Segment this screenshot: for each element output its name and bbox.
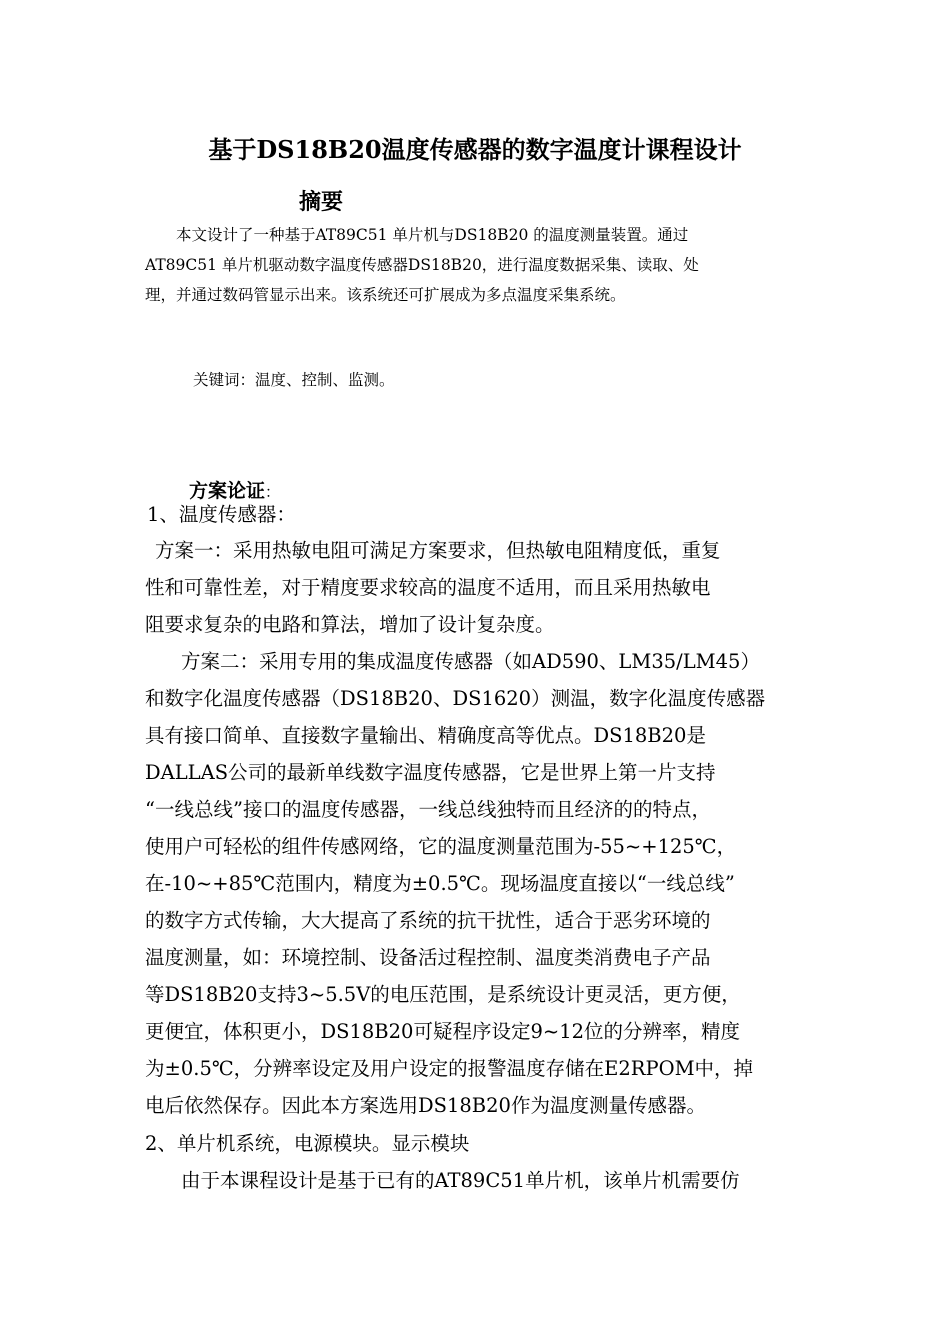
plan2-line: 更便宜，体积更小，DS18B20可疑程序设定9~12位的分辨率，精度 [145, 1020, 741, 1043]
plan2-line: 在-10~+85℃范围内，精度为±0.5℃。现场温度直接以“一线总线” [145, 872, 735, 895]
keywords-line: 关键词：温度、控制、监测。 [193, 371, 395, 389]
scheme-heading-colon: ： [265, 483, 281, 501]
plan2-line: 为±0.5℃，分辨率设定及用户设定的报警温度存储在E2RPOM中，掉 [145, 1057, 754, 1080]
scheme-heading-text: 方案论证 [189, 480, 266, 502]
plan2-line: 使用户可轻松的组件传感网络，它的温度测量范围为-55~+125℃， [145, 835, 737, 858]
plan2-line: DALLAS公司的最新单线数字温度传感器，它是世界上第一片支持 [145, 761, 716, 784]
plan2-line: 等DS18B20支持3~5.5V的电压范围，是系统设计更灵活，更方便， [145, 983, 741, 1006]
item2-paragraph [145, 1162, 740, 1199]
abstract-paragraph [145, 220, 825, 310]
plan2-paragraph [145, 643, 765, 1124]
plan2-line: 的数字方式传输，大大提高了系统的抗干扰性，适合于恶劣环境的 [145, 909, 711, 932]
abstract-line: 本文设计了一种基于AT89C51 单片机与DS18B20 的温度测量装置。通过 [145, 226, 689, 244]
plan1-line: 方案一：采用热敏电阻可满足方案要求，但热敏电阻精度低，重复 [155, 539, 721, 562]
item2-title: 2、单片机系统，电源模块。显示模块 [145, 1132, 470, 1155]
plan2-line: “一线总线”接口的温度传感器，一线总线独特而且经济的的特点， [145, 798, 711, 821]
plan2-line: 电后依然保存。因此本方案选用DS18B20作为温度测量传感器。 [145, 1094, 706, 1117]
abstract-line: 理，并通过数码管显示出来。该系统还可扩展成为多点温度采集系统。 [145, 286, 626, 304]
document-title: 基于DS18B20温度传感器的数字温度计课程设计 [208, 135, 742, 164]
plan1-line: 阻要求复杂的电路和算法，增加了设计复杂度。 [145, 613, 555, 636]
plan2-line: 和数字化温度传感器（DS18B20、DS1620）测温，数字化温度传感器 [145, 687, 766, 710]
item1-title: 1、温度传感器： [147, 503, 296, 526]
plan2-line: 温度测量，如：环境控制、设备活过程控制、温度类消费电子产品 [145, 946, 711, 969]
plan1-paragraph [145, 532, 721, 643]
abstract-heading: 摘要 [299, 189, 344, 215]
plan2-line: 方案二：采用专用的集成温度传感器（如AD590、LM35/LM45） [181, 650, 760, 673]
item2-line: 由于本课程设计是基于已有的AT89C51单片机，该单片机需要仿 [181, 1169, 740, 1192]
plan2-line: 具有接口简单、直接数字量输出、精确度高等优点。DS18B20是 [145, 724, 706, 747]
plan1-line: 性和可靠性差，对于精度要求较高的温度不适用，而且采用热敏电 [145, 576, 711, 599]
abstract-line: AT89C51 单片机驱动数字温度传感器DS18B20，进行温度数据采集、读取、处 [145, 256, 699, 274]
